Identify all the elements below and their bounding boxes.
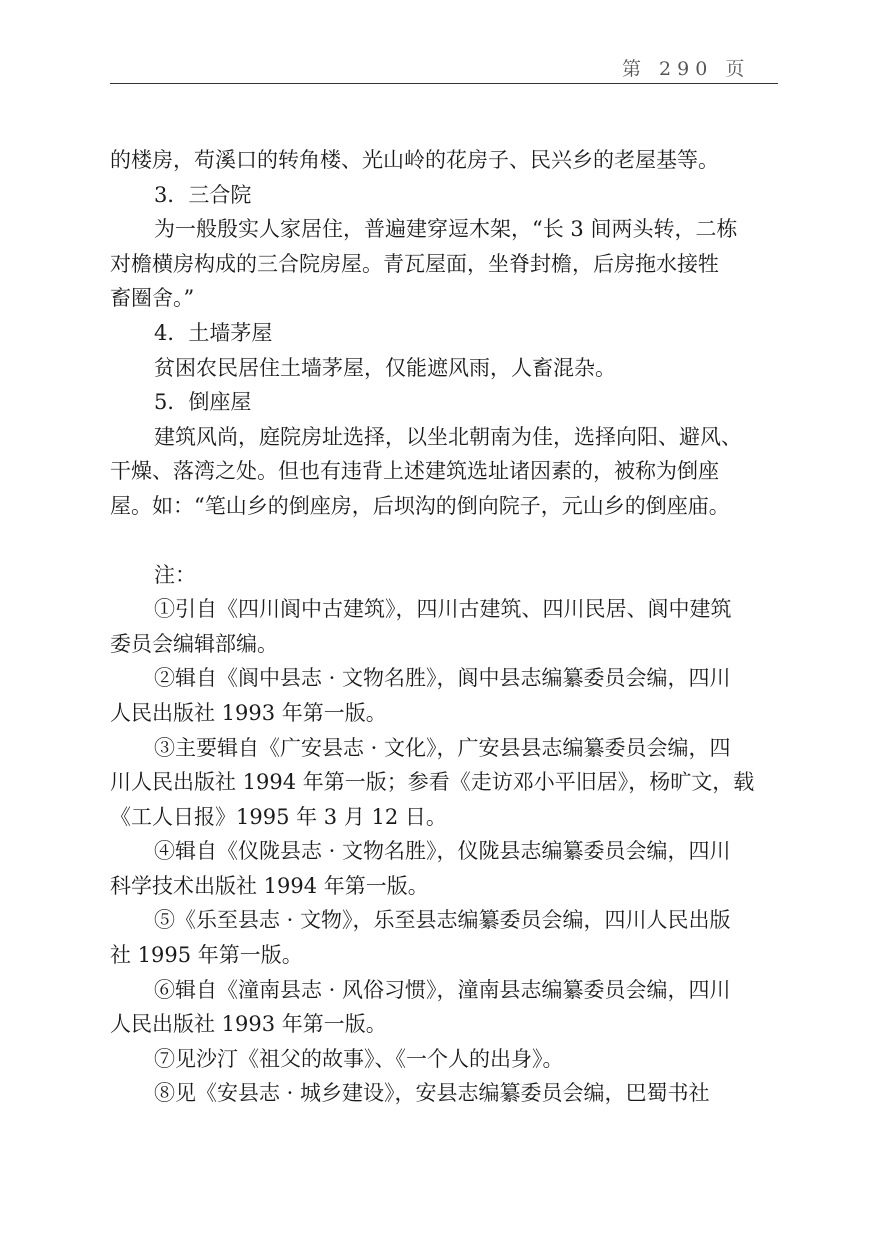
paragraph-line: 的楼房，苟溪口的转角楼、光山岭的花房子、民兴乡的老屋基等。 [110,148,719,172]
notes-heading: 注： [154,562,196,587]
footnote-line: ②辑自《阆中县志 · 文物名胜》，阆中县志编纂委员会编，四川 [154,666,731,691]
footnote-line: 社 1995 年第一版。 [110,943,303,968]
paragraph-line: 干燥、落湾之处。但也有违背上述建筑选址诸因素的，被称为倒座 [110,459,719,484]
paragraph-line: 畜圈舍。” [110,286,195,311]
footnote-line: 科学技术出版社 1994 年第一版。 [110,873,429,898]
footnote-line: ⑤《乐至县志 · 文物》，乐至县志编纂委员会编，四川人民出版 [154,908,731,933]
page-number: 第 290 页 [622,58,751,80]
footnote-line: 委员会编辑部编。 [110,631,278,656]
footnote-line: ①引自《四川阆中古建筑》，四川古建筑、四川民居、阆中建筑 [154,597,732,622]
section-heading: 3．三合院 [154,182,252,207]
paragraph-line: 对檐横房构成的三合院房屋。青瓦屋面，坐脊封檐，后房拖水接牲 [110,251,719,276]
footnote-line: ⑦见沙汀《祖父的故事》、《一个人的出身》。 [154,1046,564,1071]
footnote-line: ④辑自《仪陇县志 · 文物名胜》，仪陇县志编纂委员会编，四川 [154,839,731,864]
footnote-line: 川人民出版社 1994 年第一版；参看《走访邓小平旧居》，杨旷文，载 [110,770,755,795]
footnote-line: 人民出版社 1993 年第一版。 [110,700,387,725]
paragraph-line: 为一般殷实人家居住，普遍建穿逗木架，“长 3 间两头转，二栋 [154,217,738,242]
paragraph-line: 贫困农民居住土墙茅屋，仅能遮风雨，人畜混杂。 [154,355,616,380]
paragraph-gap [110,524,778,558]
section-heading: 4．土墙茅屋 [154,320,273,345]
header-rule [110,83,778,84]
footnote-line: 《工人日报》1995 年 3 月 12 日。 [110,804,447,829]
footnote-line: 人民出版社 1993 年第一版。 [110,1012,387,1037]
footnote-line: ⑥辑自《潼南县志 · 风俗习惯》，潼南县志编纂委员会编，四川 [154,977,731,1002]
paragraph-line: 屋。如：“笔山乡的倒座房，后坝沟的倒向院子，元山乡的倒座庙。 [110,493,730,518]
section-heading: 5．倒座屋 [154,390,252,415]
footnote-line: ⑧见《安县志 · 城乡建设》，安县志编纂委员会编，巴蜀书社 [154,1081,710,1106]
footnote-line: ③主要辑自《广安县志 · 文化》，广安县县志编纂委员会编，四 [154,735,731,760]
paragraph-line: 建筑风尚，庭院房址选择，以坐北朝南为佳，选择向阳、避风、 [154,424,742,449]
document-body [110,143,778,1111]
